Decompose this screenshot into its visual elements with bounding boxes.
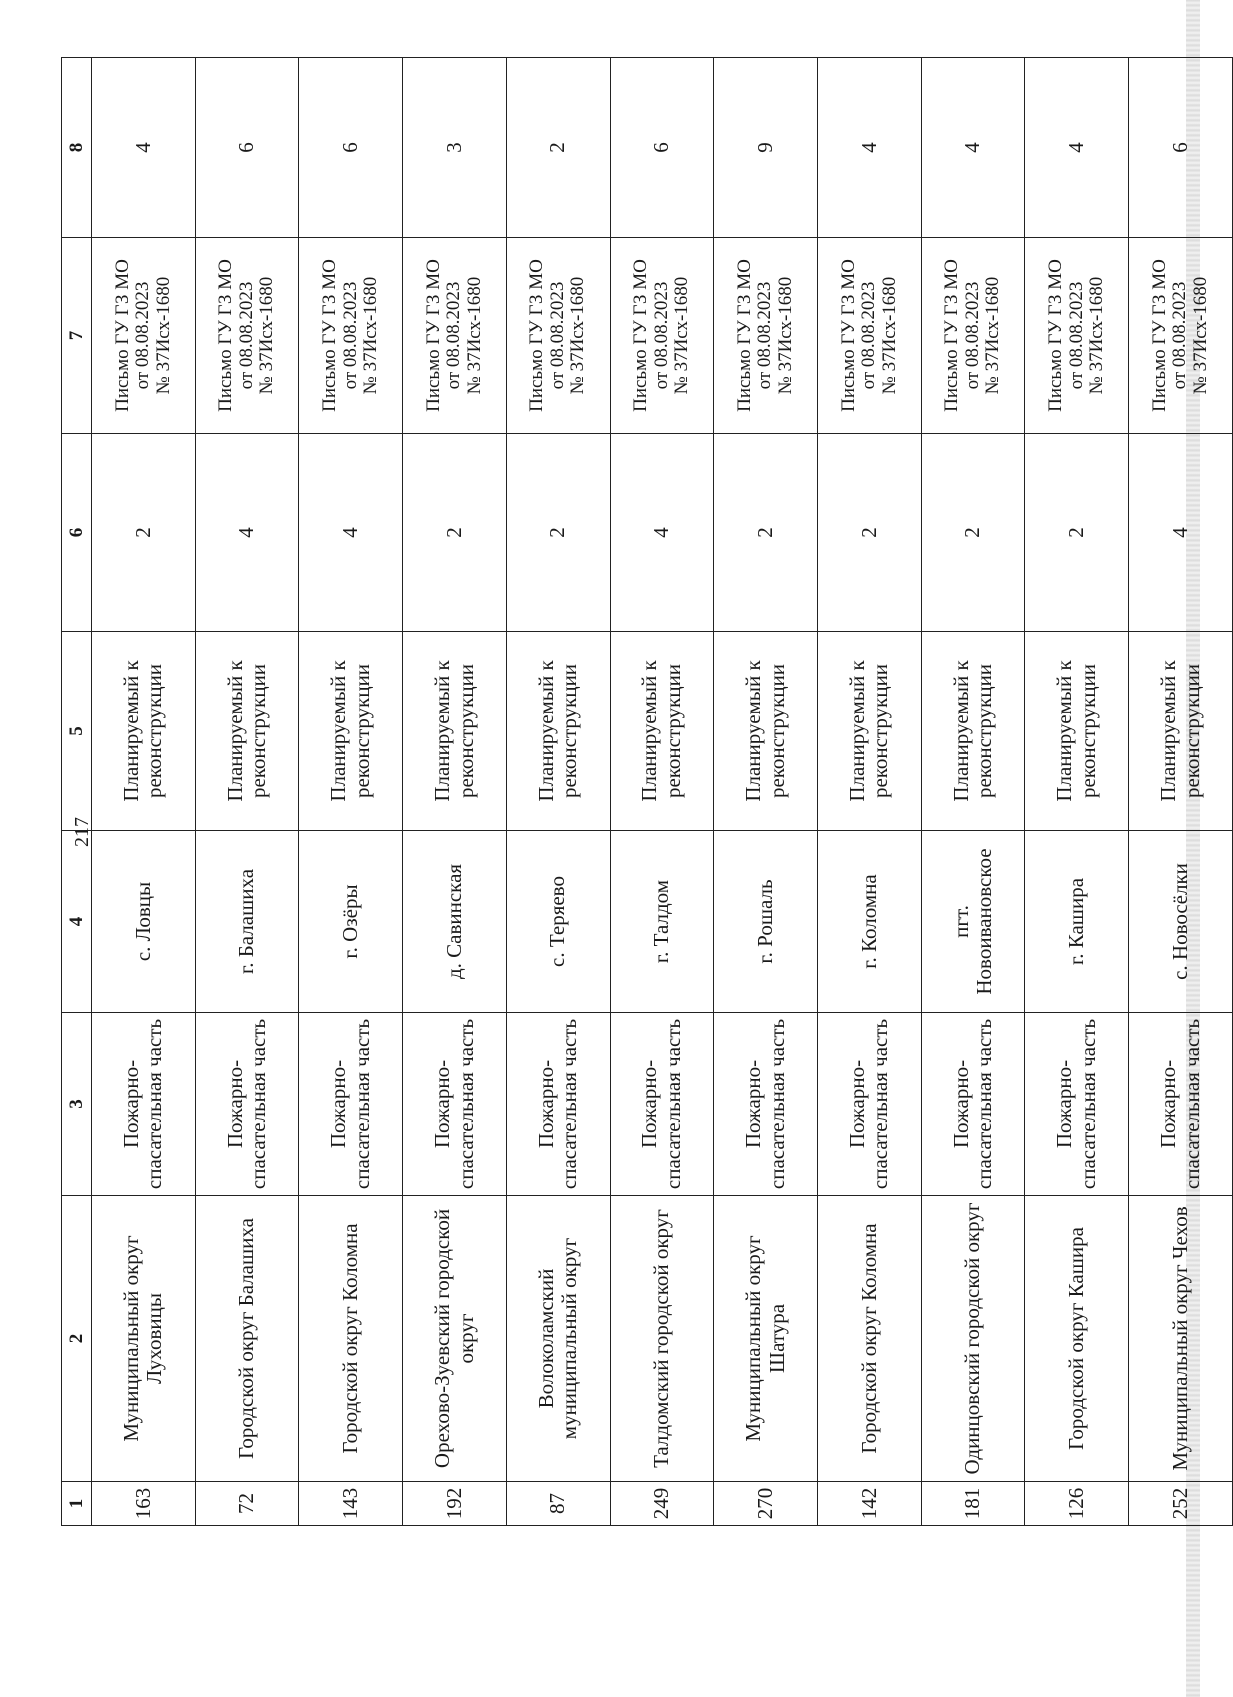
cell-district: Муниципальный округ Шатура bbox=[714, 1196, 818, 1482]
document-line: Письмо ГУ ГЗ МО bbox=[630, 259, 652, 412]
document-line: Письмо ГУ ГЗ МО bbox=[1148, 259, 1170, 412]
cell-status: Планируемый к реконструкции bbox=[714, 632, 818, 831]
cell-document bbox=[610, 238, 714, 434]
cell-district: Городской округ Коломна bbox=[299, 1196, 403, 1482]
column-header-2: 2 bbox=[62, 1196, 92, 1482]
cell-document bbox=[921, 238, 1025, 434]
cell-document bbox=[1025, 238, 1129, 434]
cell-id: 192 bbox=[403, 1482, 507, 1526]
cell-id: 87 bbox=[506, 1482, 610, 1526]
cell-settlement: с. Теряево bbox=[506, 831, 610, 1013]
document-line: № 37Исх-1680 bbox=[152, 276, 174, 395]
cell-status: Планируемый к реконструкции bbox=[403, 632, 507, 831]
cell-unit-type: Пожарно-спасательная часть bbox=[195, 1013, 299, 1196]
cell-unit-type: Пожарно-спасательная часть bbox=[714, 1013, 818, 1196]
document-line: Письмо ГУ ГЗ МО bbox=[733, 259, 755, 412]
cell-district: Одинцовский городской округ bbox=[921, 1196, 1025, 1482]
cell-district: Волоколамский муниципальный округ bbox=[506, 1196, 610, 1482]
document-line: от 08.08.2023 bbox=[443, 281, 465, 390]
cell-count: 3 bbox=[403, 58, 507, 238]
table-row bbox=[1129, 58, 1233, 1526]
cell-status: Планируемый к реконструкции bbox=[299, 632, 403, 831]
cell-document bbox=[299, 238, 403, 434]
cell-count: 4 bbox=[92, 58, 196, 238]
document-line: от 08.08.2023 bbox=[1065, 281, 1087, 390]
cell-count: 6 bbox=[1129, 58, 1233, 238]
cell-settlement: с. Ловцы bbox=[92, 831, 196, 1013]
document-line: Письмо ГУ ГЗ МО bbox=[111, 259, 133, 412]
column-header-4: 4 bbox=[62, 831, 92, 1013]
cell-quantity: 2 bbox=[714, 434, 818, 632]
cell-status: Планируемый к реконструкции bbox=[610, 632, 714, 831]
cell-document bbox=[92, 238, 196, 434]
document-line: от 08.08.2023 bbox=[546, 281, 568, 390]
table-row bbox=[818, 58, 922, 1526]
document-line: от 08.08.2023 bbox=[339, 281, 361, 390]
document-line: Письмо ГУ ГЗ МО bbox=[319, 259, 341, 412]
cell-unit-type: Пожарно-спасательная часть bbox=[610, 1013, 714, 1196]
cell-count: 4 bbox=[921, 58, 1025, 238]
cell-id: 181 bbox=[921, 1482, 1025, 1526]
document-line: № 37Исх-1680 bbox=[1086, 276, 1108, 395]
cell-settlement: г. Озёры bbox=[299, 831, 403, 1013]
cell-quantity: 2 bbox=[921, 434, 1025, 632]
column-header-7: 7 bbox=[62, 238, 92, 434]
column-header-5: 5 bbox=[62, 632, 92, 831]
table-row bbox=[610, 58, 714, 1526]
cell-unit-type: Пожарно-спасательная часть bbox=[921, 1013, 1025, 1196]
column-header-8: 8 bbox=[62, 58, 92, 238]
cell-id: 270 bbox=[714, 1482, 818, 1526]
page-number: 217 bbox=[71, 817, 93, 847]
table-header bbox=[62, 58, 92, 1526]
document-line: № 37Исх-1680 bbox=[671, 276, 693, 395]
cell-count: 6 bbox=[299, 58, 403, 238]
document-line: от 08.08.2023 bbox=[235, 281, 257, 390]
document-line: от 08.08.2023 bbox=[754, 281, 776, 390]
cell-status: Планируемый к реконструкции bbox=[818, 632, 922, 831]
cell-unit-type: Пожарно-спасательная часть bbox=[403, 1013, 507, 1196]
cell-status: Планируемый к реконструкции bbox=[506, 632, 610, 831]
table-row bbox=[1025, 58, 1129, 1526]
cell-unit-type: Пожарно-спасательная часть bbox=[1025, 1013, 1129, 1196]
cell-document bbox=[195, 238, 299, 434]
cell-count: 2 bbox=[506, 58, 610, 238]
cell-count: 6 bbox=[195, 58, 299, 238]
cell-settlement: д. Савинская bbox=[403, 831, 507, 1013]
document-line: № 37Исх-1680 bbox=[774, 276, 796, 395]
document-line: Письмо ГУ ГЗ МО bbox=[941, 259, 963, 412]
document-line: Письмо ГУ ГЗ МО bbox=[1045, 259, 1067, 412]
cell-quantity: 4 bbox=[610, 434, 714, 632]
cell-quantity: 2 bbox=[506, 434, 610, 632]
table-row bbox=[506, 58, 610, 1526]
cell-district: Орехово-Зуевский городской округ bbox=[403, 1196, 507, 1482]
table-wrapper bbox=[61, 58, 1233, 1526]
document-line: № 37Исх-1680 bbox=[256, 276, 278, 395]
document-line: № 37Исх-1680 bbox=[360, 276, 382, 395]
cell-quantity: 2 bbox=[92, 434, 196, 632]
cell-district: Городской округ Кашира bbox=[1025, 1196, 1129, 1482]
cell-id: 163 bbox=[92, 1482, 196, 1526]
cell-settlement: пгт. Новоивановское bbox=[921, 831, 1025, 1013]
column-header-3: 3 bbox=[62, 1013, 92, 1196]
cell-status: Планируемый к реконструкции bbox=[1129, 632, 1233, 831]
cell-status: Планируемый к реконструкции bbox=[195, 632, 299, 831]
document-line: от 08.08.2023 bbox=[132, 281, 154, 390]
cell-id: 72 bbox=[195, 1482, 299, 1526]
cell-district: Городской округ Балашиха bbox=[195, 1196, 299, 1482]
cell-status: Планируемый к реконструкции bbox=[921, 632, 1025, 831]
cell-document bbox=[506, 238, 610, 434]
cell-id: 249 bbox=[610, 1482, 714, 1526]
document-line: Письмо ГУ ГЗ МО bbox=[422, 259, 444, 412]
table-row bbox=[92, 58, 196, 1526]
cell-district: Муниципальный округ Чехов bbox=[1129, 1196, 1233, 1482]
cell-settlement: г. Талдом bbox=[610, 831, 714, 1013]
cell-id: 143 bbox=[299, 1482, 403, 1526]
document-line: № 37Исх-1680 bbox=[982, 276, 1004, 395]
cell-status: Планируемый к реконструкции bbox=[1025, 632, 1129, 831]
document-line: от 08.08.2023 bbox=[961, 281, 983, 390]
cell-unit-type: Пожарно-спасательная часть bbox=[1129, 1013, 1233, 1196]
cell-count: 4 bbox=[1025, 58, 1129, 238]
cell-settlement: г. Коломна bbox=[818, 831, 922, 1013]
document-line: Письмо ГУ ГЗ МО bbox=[215, 259, 237, 412]
cell-document bbox=[403, 238, 507, 434]
table-row bbox=[195, 58, 299, 1526]
document-line: № 37Исх-1680 bbox=[463, 276, 485, 395]
cell-unit-type: Пожарно-спасательная часть bbox=[92, 1013, 196, 1196]
document-line: от 08.08.2023 bbox=[1169, 281, 1191, 390]
cell-count: 4 bbox=[818, 58, 922, 238]
cell-id: 252 bbox=[1129, 1482, 1233, 1526]
cell-count: 9 bbox=[714, 58, 818, 238]
column-header-6: 6 bbox=[62, 434, 92, 632]
table-body bbox=[92, 58, 1233, 1526]
cell-unit-type: Пожарно-спасательная часть bbox=[506, 1013, 610, 1196]
cell-quantity: 2 bbox=[1025, 434, 1129, 632]
cell-document bbox=[818, 238, 922, 434]
table-row bbox=[714, 58, 818, 1526]
cell-settlement: г. Рошаль bbox=[714, 831, 818, 1013]
cell-quantity: 2 bbox=[403, 434, 507, 632]
document-line: Письмо ГУ ГЗ МО bbox=[526, 259, 548, 412]
document-line: от 08.08.2023 bbox=[650, 281, 672, 390]
document-line: № 37Исх-1680 bbox=[567, 276, 589, 395]
cell-document bbox=[714, 238, 818, 434]
header-row bbox=[62, 58, 92, 1526]
table-row bbox=[403, 58, 507, 1526]
cell-unit-type: Пожарно-спасательная часть bbox=[299, 1013, 403, 1196]
cell-status: Планируемый к реконструкции bbox=[92, 632, 196, 831]
cell-settlement: с. Новосёлки bbox=[1129, 831, 1233, 1013]
cell-district: Городской округ Коломна bbox=[818, 1196, 922, 1482]
cell-document bbox=[1129, 238, 1233, 434]
cell-quantity: 4 bbox=[195, 434, 299, 632]
cell-id: 126 bbox=[1025, 1482, 1129, 1526]
cell-quantity: 2 bbox=[818, 434, 922, 632]
cell-district: Талдомский городской округ bbox=[610, 1196, 714, 1482]
document-line: от 08.08.2023 bbox=[858, 281, 880, 390]
column-header-1: 1 bbox=[62, 1482, 92, 1526]
cell-id: 142 bbox=[818, 1482, 922, 1526]
document-line: № 37Исх-1680 bbox=[1189, 276, 1211, 395]
cell-settlement: г. Кашира bbox=[1025, 831, 1129, 1013]
cell-settlement: г. Балашиха bbox=[195, 831, 299, 1013]
cell-quantity: 4 bbox=[1129, 434, 1233, 632]
cell-count: 6 bbox=[610, 58, 714, 238]
document-line: Письмо ГУ ГЗ МО bbox=[837, 259, 859, 412]
table-row bbox=[299, 58, 403, 1526]
document-line: № 37Исх-1680 bbox=[878, 276, 900, 395]
cell-district: Муниципальный округ Луховицы bbox=[92, 1196, 196, 1482]
cell-unit-type: Пожарно-спасательная часть bbox=[818, 1013, 922, 1196]
table-row bbox=[921, 58, 1025, 1526]
cell-quantity: 4 bbox=[299, 434, 403, 632]
facilities-table bbox=[61, 57, 1233, 1526]
